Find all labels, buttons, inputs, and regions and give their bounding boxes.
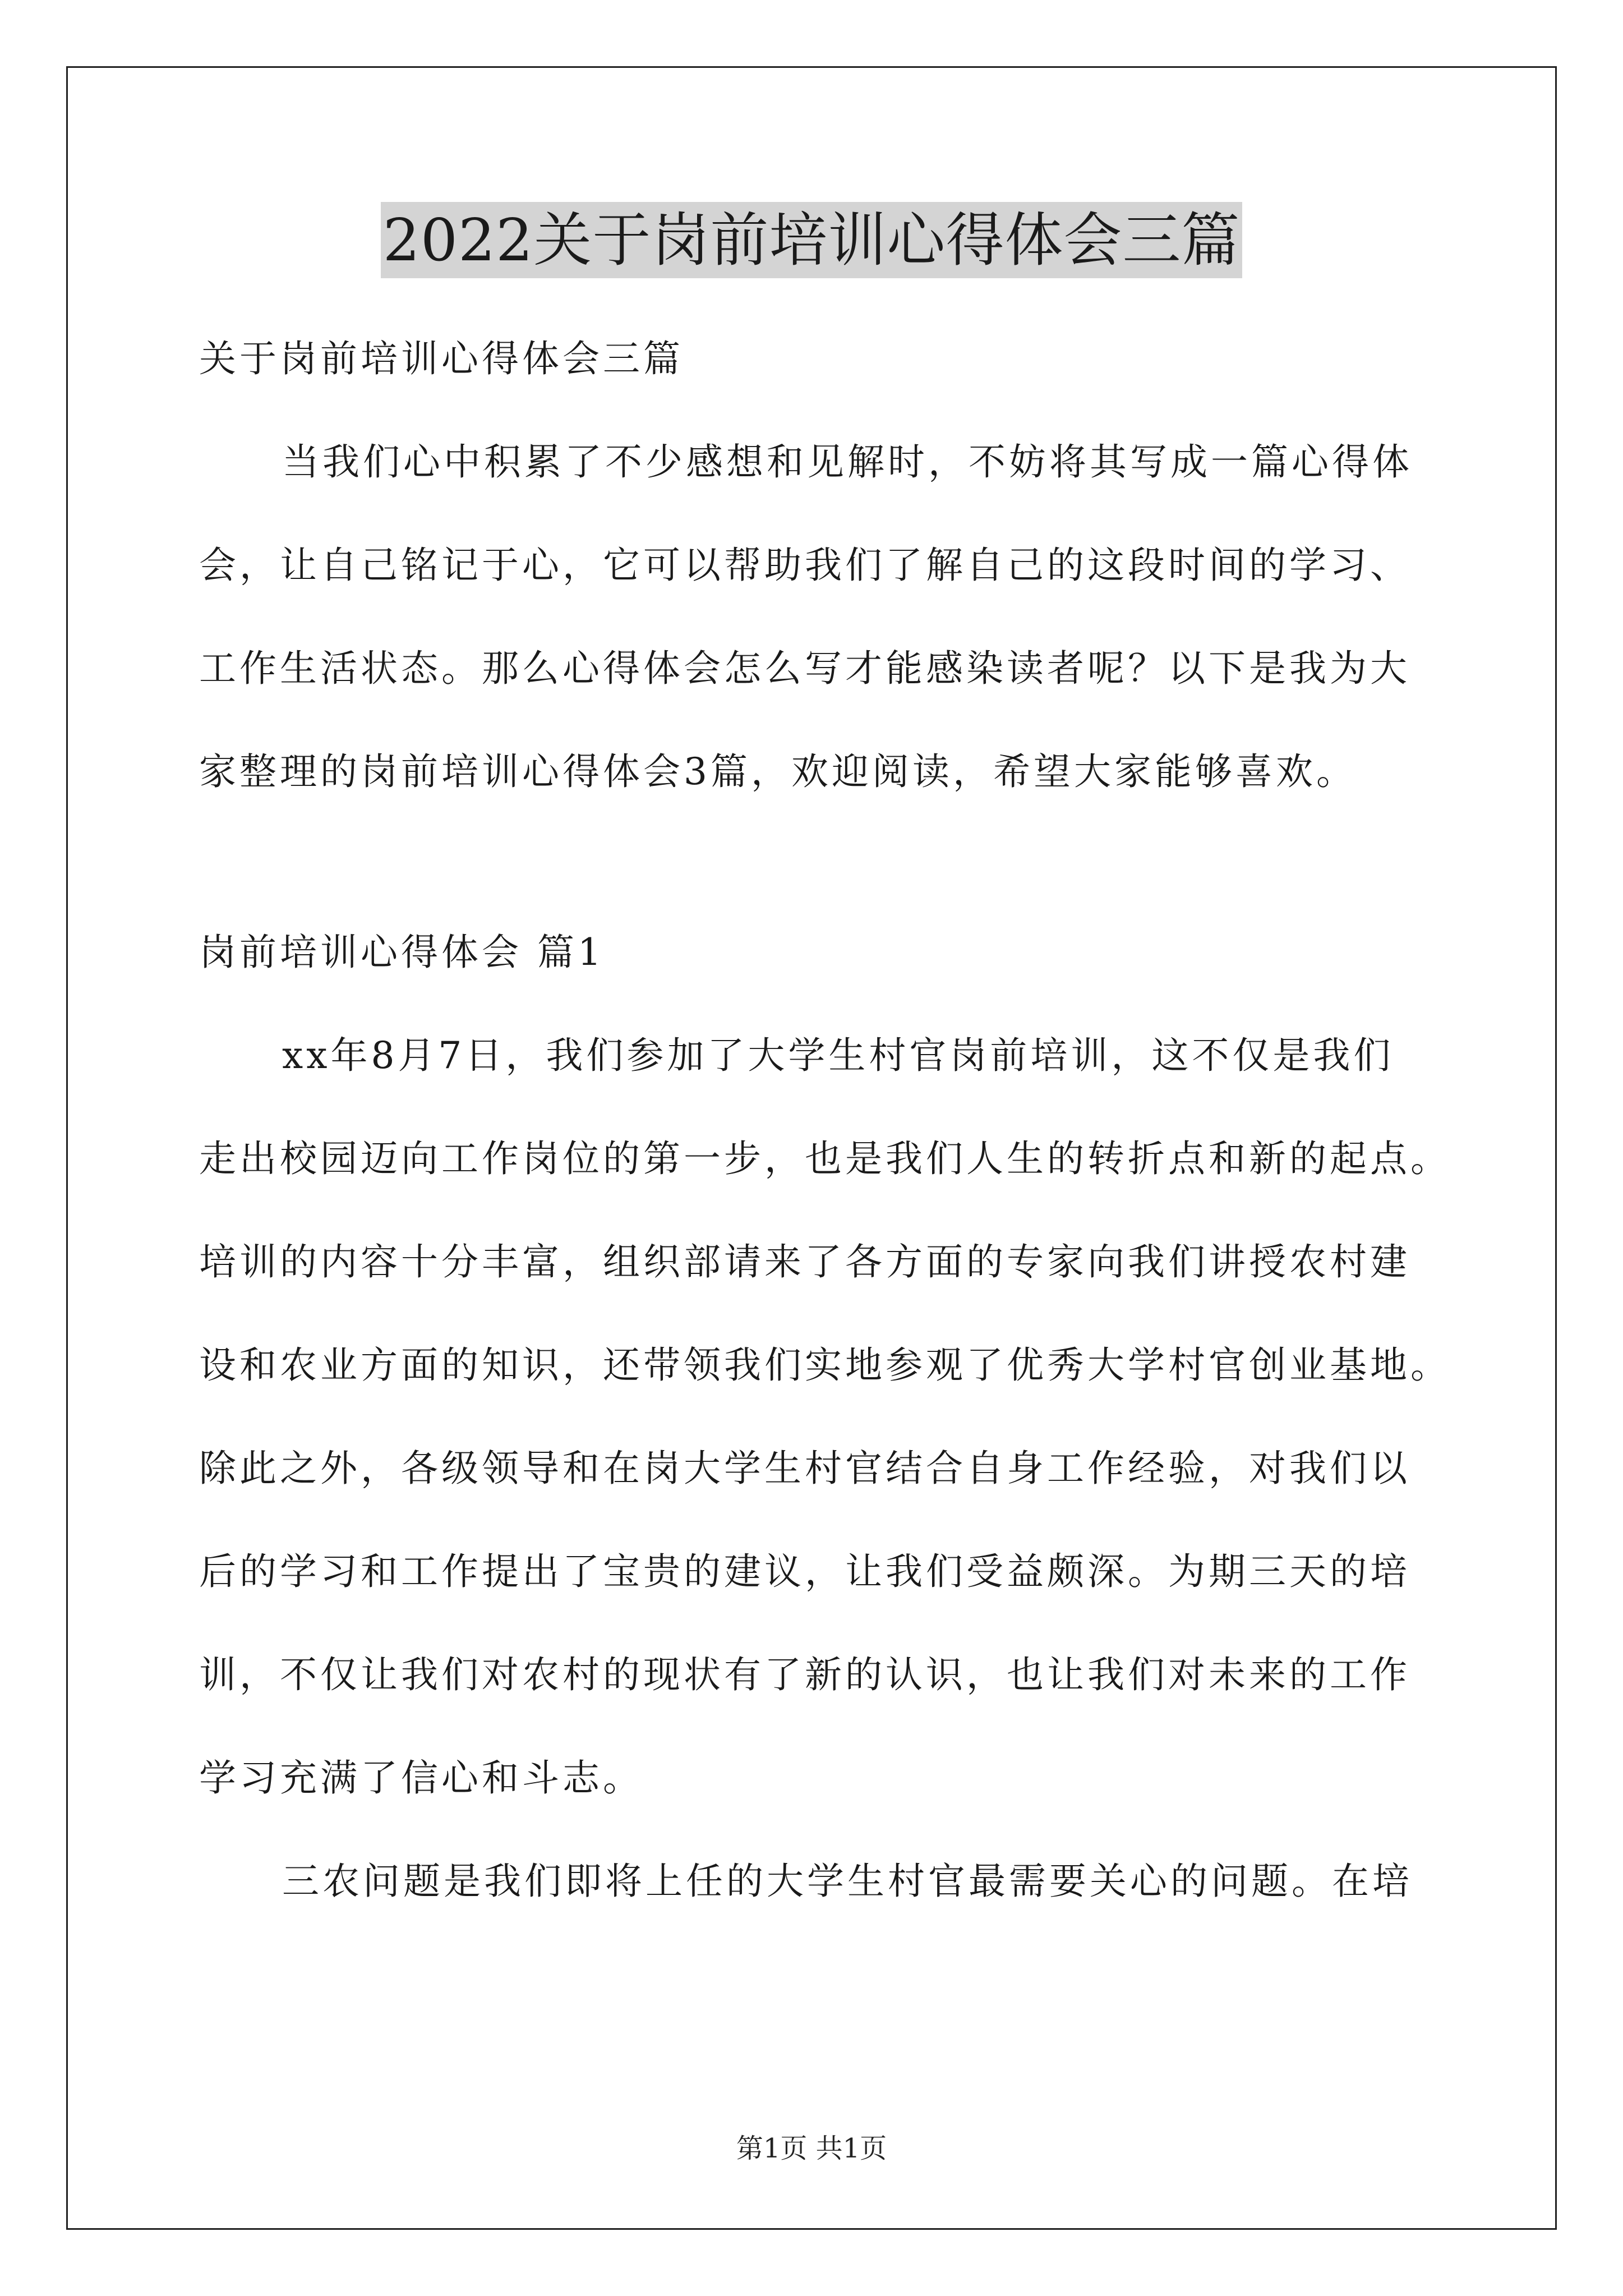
document-title: 2022关于岗前培训心得体会三篇 bbox=[381, 202, 1243, 278]
intro-line-1: 当我们心中积累了不少感想和见解时，不妨将其写成一篇心得体 bbox=[282, 440, 1413, 484]
section-line-2: 走出校园迈向工作岗位的第一步，也是我们人生的转折点和新的起点。 bbox=[199, 1137, 1451, 1180]
section-line-4: 设和农业方面的知识，还带领我们实地参观了优秀大学村官创业基地。 bbox=[199, 1343, 1451, 1387]
section-line-1: xx年8月7日，我们参加了大学生村官岗前培训，这不仅是我们 bbox=[282, 1034, 1394, 1077]
section-line-5: 除此之外，各级领导和在岗大学生村官结合自身工作经验，对我们以 bbox=[199, 1447, 1410, 1490]
intro-line-4: 家整理的岗前培训心得体会3篇，欢迎阅读，希望大家能够喜欢。 bbox=[199, 750, 1357, 793]
section-line-3: 培训的内容十分丰富，组织部请来了各方面的专家向我们讲授农村建 bbox=[199, 1240, 1410, 1283]
next-paragraph-line: 三农问题是我们即将上任的大学生村官最需要关心的问题。在培 bbox=[282, 1860, 1413, 1903]
section-line-6: 后的学习和工作提出了宝贵的建议，让我们受益颇深。为期三天的培 bbox=[199, 1550, 1410, 1593]
section-line-7: 训，不仅让我们对农村的现状有了新的认识，也让我们对未来的工作 bbox=[199, 1653, 1410, 1696]
document-body bbox=[199, 307, 1451, 1933]
intro-line-3: 工作生活状态。那么心得体会怎么写才能感染读者呢？以下是我为大 bbox=[199, 647, 1410, 690]
section-heading: 岗前培训心得体会 篇1 bbox=[199, 931, 605, 974]
intro-line-2: 会，让自己铭记于心，它可以帮助我们了解自己的这段时间的学习、 bbox=[199, 544, 1410, 587]
subtitle: 关于岗前培训心得体会三篇 bbox=[199, 337, 684, 380]
section-line-8: 学习充满了信心和斗志。 bbox=[199, 1756, 643, 1800]
title-container bbox=[0, 202, 1623, 278]
page-footer: 第1页 共1页 bbox=[736, 2133, 887, 2164]
section-spacer bbox=[199, 823, 1433, 901]
